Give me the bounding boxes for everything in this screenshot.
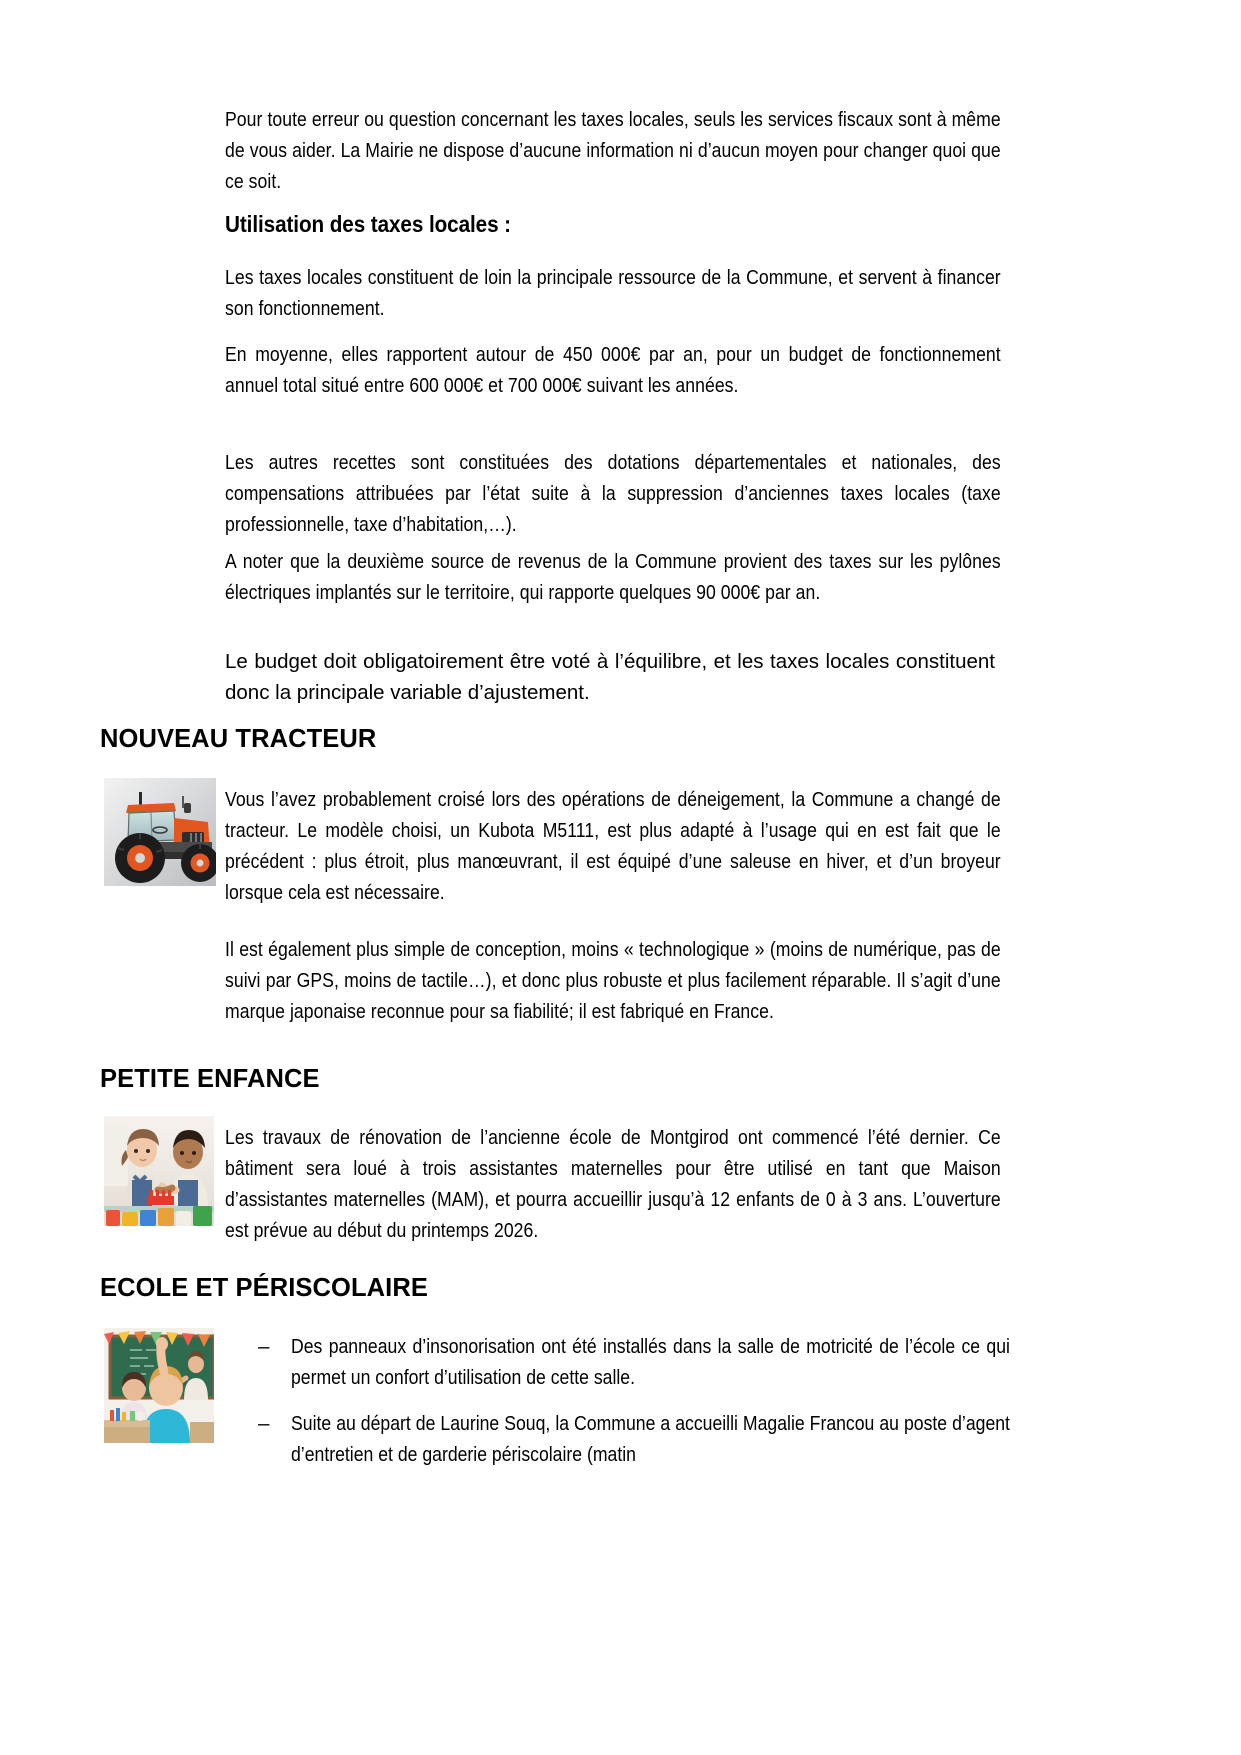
children-photo bbox=[104, 1116, 214, 1226]
intro-paragraph: Pour toute erreur ou question concernant les taxes locales, seuls les services fiscaux sont à même de vous aider. La Mairie ne dispose d’aucune information ni d’aucun moyen pour changer quoi que ce soit. bbox=[225, 108, 1001, 193]
section-heading-nouveau-tracteur: NOUVEAU TRACTEUR bbox=[100, 725, 377, 753]
tracteur-paragraph-2: Il est également plus simple de conception, moins « technologique » (moins de numérique, pas de suivi par GPS, moins de tactile…), et donc plus robuste et plus facilement réparable. Il s’agit d’une marque japonaise reconnue pour sa fiabilité; il est fabriqué en France. bbox=[225, 938, 1001, 1023]
section-heading-petite-enfance: PETITE ENFANCE bbox=[100, 1065, 320, 1093]
classroom-photo bbox=[104, 1328, 214, 1443]
children-illustration bbox=[104, 1116, 214, 1226]
section-heading-ecole-periscolaire: ECOLE ET PÉRISCOLAIRE bbox=[100, 1274, 428, 1302]
taxes-paragraph-1: Les taxes locales constituent de loin la principale ressource de la Commune, et servent à financer son fonctionnement. bbox=[225, 266, 1001, 320]
taxes-paragraph-4: A noter que la deuxième source de revenus de la Commune provient des taxes sur les pylônes électriques implantés sur le territoire, qui rapporte quelques 90 000€ par an. bbox=[225, 550, 1001, 604]
classroom-illustration bbox=[104, 1328, 214, 1443]
subheading-utilisation-taxes: Utilisation des taxes locales : bbox=[225, 211, 511, 237]
taxes-paragraph-2: En moyenne, elles rapportent autour de 450 000€ par an, pour un budget de fonctionnement annuel total situé entre 600 000€ et 700 000€ suivant les années. bbox=[225, 343, 1001, 397]
bullet-marker-2: – bbox=[258, 1412, 270, 1435]
tractor-photo bbox=[104, 778, 216, 886]
taxes-paragraph-3: Les autres recettes sont constituées des dotations départementales et nationales, des compensations attribuées par l’état suite à la suppression d’anciennes taxes locales (taxe professionnelle, taxe d’habitation,…). bbox=[225, 451, 1001, 536]
bullet-marker-1: – bbox=[258, 1335, 270, 1358]
taxes-paragraph-5: Le budget doit obligatoirement être voté à l’équilibre, et les taxes locales constituent donc la principale variable d’ajustement. bbox=[225, 650, 995, 704]
tracteur-paragraph-1: Vous l’avez probablement croisé lors des opérations de déneigement, la Commune a changé de tracteur. Le modèle choisi, un Kubota M5111, est plus adapté à l’usage qui en est fait que le précédent : plus étroit, plus manœuvrant, il est équipé d’une saleuse en hiver, et d’un broyeur lorsque cela est nécessaire. bbox=[225, 788, 1001, 904]
tractor-illustration bbox=[104, 778, 216, 886]
bullet-item-1: Des panneaux d’insonorisation ont été installés dans la salle de motricité de l’école ce qui permet un confort d’utilisation de cette salle. bbox=[291, 1335, 1010, 1389]
petite-enfance-paragraph: Les travaux de rénovation de l’ancienne école de Montgirod ont commencé l’été dernier. Ce bâtiment sera loué à trois assistantes maternelles pour être utilisé en tant que Maison d’assistantes maternelles (MAM), et pourra accueillir jusqu’à 12 enfants de 0 à 3 ans. L’ouverture est prévue au début du printemps 2026. bbox=[225, 1126, 1001, 1242]
bullet-item-2: Suite au départ de Laurine Souq, la Commune a accueilli Magalie Francou au poste d’agent d’entretien et de garderie périscolaire (matin bbox=[291, 1412, 1010, 1466]
